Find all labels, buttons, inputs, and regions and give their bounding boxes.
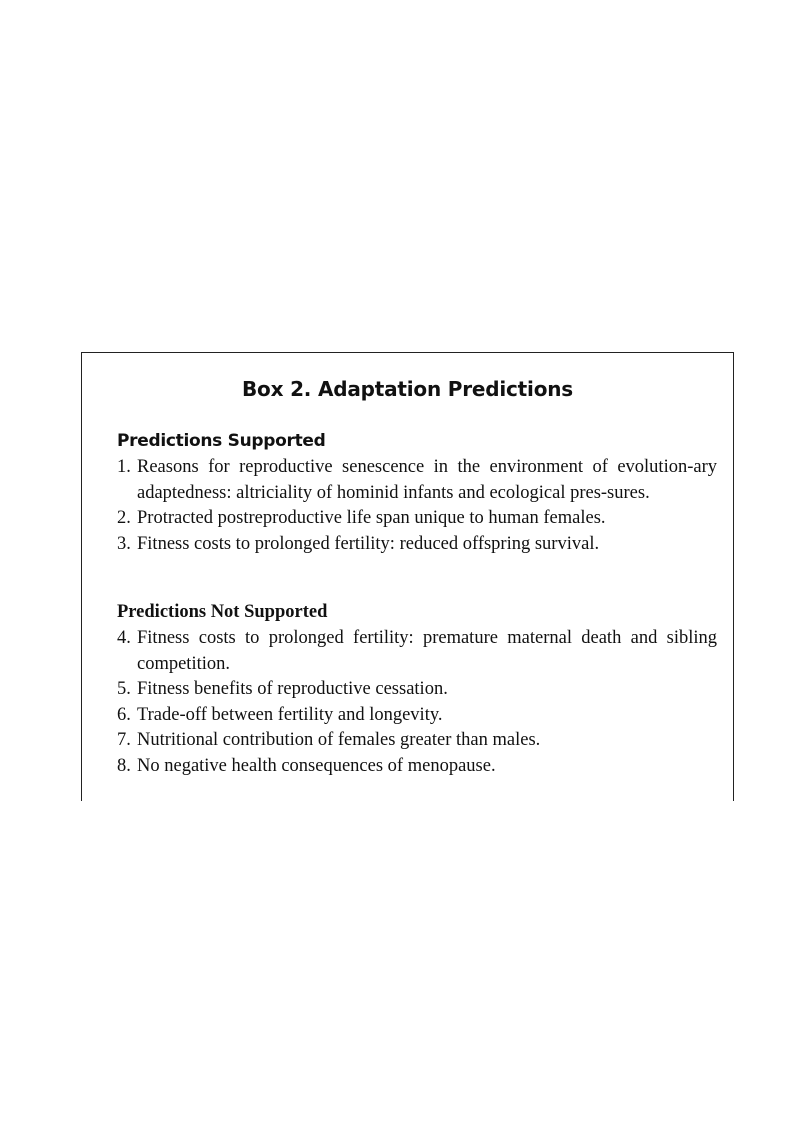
list-item: [117, 703, 717, 729]
item-text: Fitness costs to prolonged fertility: reduced offspring survival.: [137, 533, 600, 554]
item-text: Nutritional contribution of females greater than males.: [137, 730, 541, 750]
item-text: Trade-off between fertility and longevity.: [137, 704, 443, 725]
item-text: Fitness benefits of reproductive cessation.: [137, 679, 448, 699]
item-text: Fitness costs to prolonged fertility: premature maternal death and sibling competition.: [137, 628, 717, 674]
item-text: Protracted postreproductive life span unique to human females.: [137, 508, 606, 528]
item-number: 2.: [117, 508, 131, 528]
item-number: 8.: [117, 755, 131, 776]
item-text: Reasons for reproductive senescence in the environment of evolution-ary adaptedness: altriciality of hominid infants and ecological pres-sures.: [137, 457, 717, 503]
list-item: [117, 506, 717, 532]
list-item: [117, 626, 717, 677]
list-item: [117, 455, 717, 506]
item-text: No negative health consequences of menopause.: [137, 755, 496, 776]
supported-heading: Predictions Supported: [117, 431, 326, 451]
not-supported-heading: Predictions Not Supported: [117, 602, 328, 622]
item-number: 6.: [117, 704, 131, 725]
item-number: 3.: [117, 533, 131, 554]
item-number: 1.: [117, 457, 131, 477]
supported-list: [117, 455, 717, 557]
not-supported-list: [117, 626, 717, 779]
adaptation-predictions-box: [81, 352, 734, 801]
item-number: 5.: [117, 679, 131, 699]
list-item: [117, 754, 717, 780]
list-item: [117, 728, 717, 754]
item-number: 7.: [117, 730, 131, 750]
item-number: 4.: [117, 628, 131, 648]
box-title: Box 2. Adaptation Predictions: [242, 377, 573, 401]
list-item: [117, 532, 717, 558]
list-item: [117, 677, 717, 703]
